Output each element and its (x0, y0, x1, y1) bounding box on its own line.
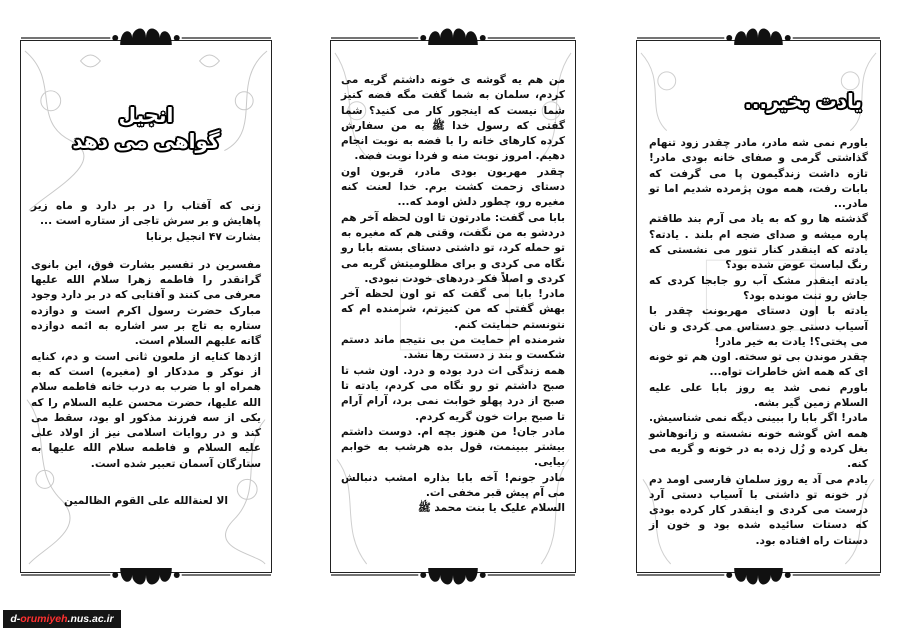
left-paragraph: مفسرین در تفسیر بشارت فوق، این بانوی گرانقدر را فاطمه زهرا سلام الله علیها معرفی می کنند و آفتابی که در بر دارد وجود مبارک حضرت رسول اکرم است و دوازده ستاره به تاج بر سر اشاره به ائمه دوازده گانه علیهم السلام است. (31, 258, 261, 348)
right-paragraph: یادم می آد یه روز سلمان فارسی اومد دم در خونه تو داشتی با آسیاب دستی آرد درست می کردی و اینقدر کار کرده بودی که دستات سائیده شده بود و خون از دستات راه افتاده بود. (649, 473, 868, 547)
panel-left (20, 40, 272, 573)
top-ornament (21, 23, 271, 53)
watermark-suffix: .nus.ac.ir (67, 613, 114, 625)
right-paragraph: یادته با اون دستای مهربونت چقدر با آسیاب دستی جو دستاس می کردی و نان می پختی؟! یادت به خیر مادر! (649, 305, 868, 348)
left-title-line1: انجیل (118, 103, 174, 127)
left-paragraph: زنی که آفتاب را در بر دارد و ماه زیر پاهایش و بر سرش تاجی از ستاره است ... (31, 200, 261, 228)
middle-paragraph: مادر جونم! آخه بابا بذاره امشب دنبالش می آم پیش قبر مخفی ات. (341, 471, 565, 500)
right-paragraph: باورم نمی شد یه روز بابا علی علیه السلام زمین گیر بشه. (649, 381, 868, 410)
middle-paragraph: همه زندگی ات درد بوده و درد. اون شب تا صبح داشتم تو رو نگاه می کردم، یادته تا صبح از درد پهلو خوابت نمی برد، آرام آرام تا صبح برات خون گریه کردم. (341, 364, 565, 423)
right-title: یادت بخیر... (744, 89, 862, 113)
watermark-prefix: d- (10, 613, 21, 625)
top-ornament (331, 23, 575, 53)
panel-right (636, 40, 881, 573)
left-title-line2: گواهی می دهد (72, 129, 220, 153)
site-watermark (3, 610, 121, 628)
left-closing: الا لعنةالله علی القوم الظالمین (63, 495, 229, 508)
left-body-text (31, 199, 261, 509)
right-body-text (649, 136, 868, 549)
middle-paragraph: من هم یه گوشه ی خونه داشتم گریه می کردم، سلمان به شما گفت مگه فضه کنیز شما نیست که اینجور کار می کنید؟ شما گفتی که رسول خدا ﷺ به من سفارش کرده کارهای خانه را با فضه به نوبت انجام دهیم. امروز نوبت منه و فردا نوبت فضه. (341, 74, 565, 163)
right-paragraph: چقدر موندن بی تو سخته. اون هم تو خونه ای که همه اش خاطرات تواه... (649, 351, 868, 379)
middle-paragraph: چقدر مهربون بودی مادر، قربون اون دستای زحمت کشت برم. خدا لعنت کنه مغیره رو، چطور دلش اومد که... (341, 165, 565, 209)
right-paragraph: گذشته ها رو که به یاد می آرم بند طاقتم پاره میشه و صدای ضجه ام بلند . یادته؟ یادته که اینقدر کنار تنور می نشستی که رنگ لباست عوض شده بود؟ (649, 213, 868, 272)
middle-paragraph: شرمنده ام حمایت من بی نتیجه ماند دستم شکست و بند ز دستت رها نشد. (341, 334, 565, 362)
bottom-ornament (637, 560, 880, 590)
watermark-highlight: orumiyeh (20, 613, 68, 625)
middle-paragraph: مادر جان! من هنوز بچه ام. دوست داشتم بیشتر ببینمت، قول بده هرشب به خوابم بیایی. (341, 425, 565, 469)
right-paragraph: یادته اینقدر مشک آب رو جابجا کردی که جاش رو تنت مونده بود؟ (649, 274, 868, 302)
panel-middle (330, 40, 576, 573)
bottom-ornament (331, 560, 575, 590)
right-paragraph: باورم نمی شه مادر، مادر چقدر زود تنهام گذاشتی گرمی و صفای خانه بودی مادر! تازه داشت زندگیمون پا می گرفت که بابات رفت، همه مون پژمرده شدیم اما تو مادر... (649, 137, 868, 211)
middle-body-text (341, 73, 565, 517)
middle-salutation: السلام علیک یا بنت محمد ﷺ (417, 502, 565, 515)
left-paragraph: اژدها کنایه از ملعون ثانی است و دم، کنایه از نوکر و مددکار او (مغیره) است که به همراه او با ضرب به درب خانه فاطمه سلام الله علیها، حضرت محسن علیه السلام را که یکی از سه فرزند مذکور او بود، سقط می کند و در روایات اسلامی نیز از اولاد علی علیه السلام و فاطمه سلام الله علیها به ستارگان آسمان تعبیر شده است. (31, 350, 261, 470)
middle-paragraph: بابا می گفت: مادرتون تا اون لحظه آخر هم دردشو به من نگفت، وقتی هم که مغیره به تو حمله کرد، تو داشتی دستای بسته بابا رو نگاه می کردی و برای مظلومیتش گریه می کردی و اصلاً فکر دردهای خودت نبودی. (341, 211, 565, 285)
bottom-ornament (21, 560, 271, 590)
right-paragraph: مادر! اگر بابا را ببینی دیگه نمی شناسیش. همه اش گوشه خونه نشسته و زانوهاشو بغل کرده و زُل زده به در خونه و گریه می کنه. (649, 412, 868, 471)
top-ornament (637, 23, 880, 53)
left-reference: بشارت ۴۷ انجیل برنابا (146, 230, 261, 243)
middle-paragraph: مادر! بابا می گفت که تو اون لحظه آخر بهش گفتی که من کنیزتم، شرمنده ام که نتونستم حمایتت کنم. (341, 288, 565, 331)
